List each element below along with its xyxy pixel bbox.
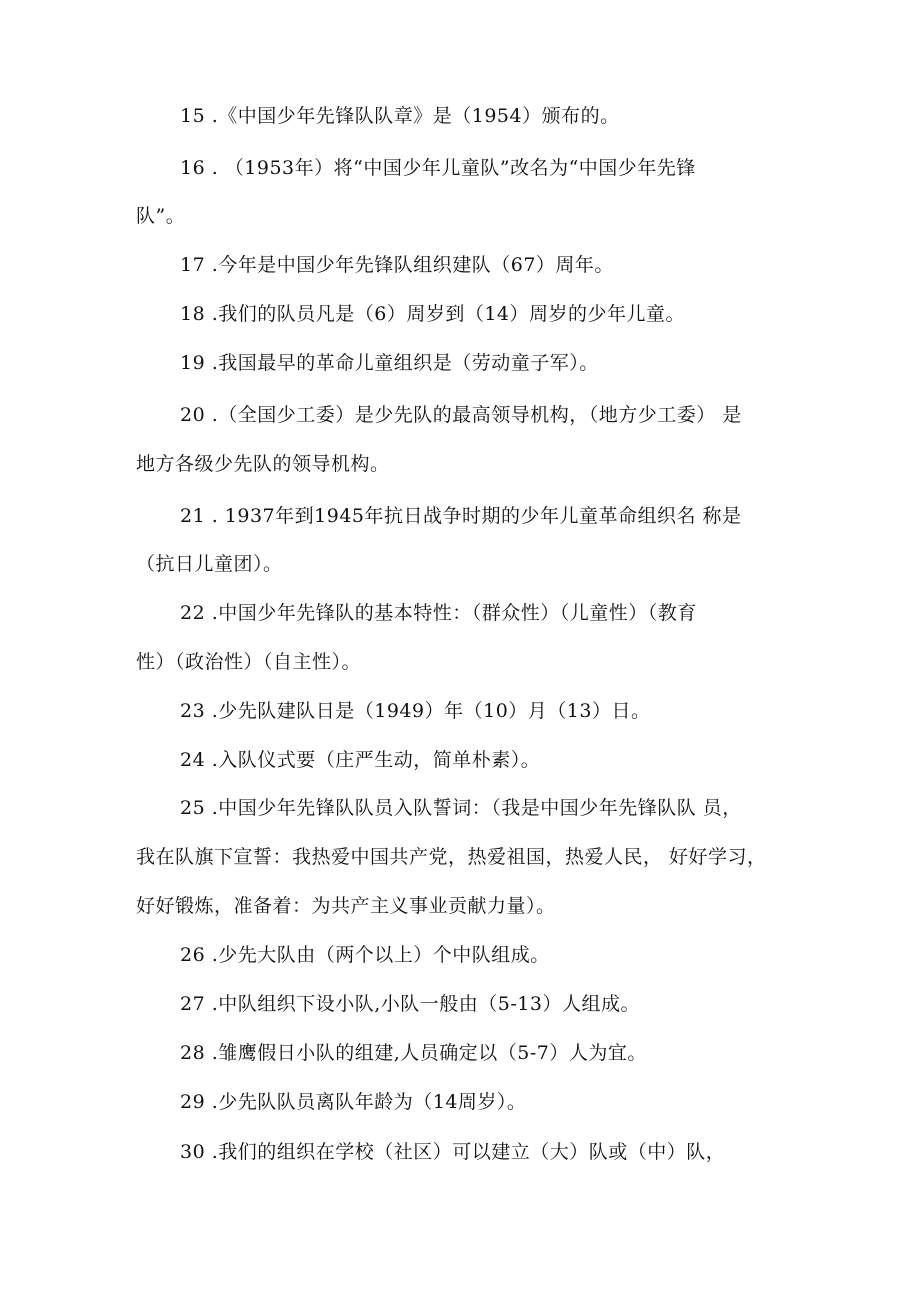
item-25-continuation-1: 我在队旗下宣誓：我热爱中国共产党，热爱祖国，热爱人民， 好好学习， xyxy=(136,846,767,868)
item-17-line: 17 .今年是中国少年先锋队组织建队（67）周年。 xyxy=(180,254,614,276)
item-22-line: 22 .中国少年先锋队的基本特性：（群众性）（儿童性）（教育 xyxy=(180,602,697,624)
item-30-line: 30 .我们的组织在学校（社区）可以建立（大）队或（中）队， xyxy=(180,1141,726,1163)
item-24-line: 24 .入队仪式要（庄严生动，简单朴素）。 xyxy=(180,749,541,771)
item-22-continuation: 性）（政治性）（自主性）。 xyxy=(136,651,362,673)
item-21-line: 21 . 1937年到1945年抗日战争时期的少年儿童革命组织名 称是 xyxy=(180,505,742,527)
item-23-line: 23 .少先队建队日是（1949）年（10）月（13）日。 xyxy=(180,700,651,722)
item-16-line: 16 . （1953年）将“中国少年儿童队”改名为“中国少年先锋 xyxy=(180,157,696,179)
item-15-line: 15 .《中国少年先锋队队章》是（1954）颁布的。 xyxy=(180,105,620,127)
item-28-line: 28 .雏鹰假日小队的组建,人员确定以（5-7）人为宜。 xyxy=(180,1042,647,1064)
item-20-line: 20 .（全国少工委）是少先队的最高领导机构，（地方少工委） 是 xyxy=(180,404,742,426)
item-18-line: 18 .我们的队员凡是（6）周岁到（14）周岁的少年儿童。 xyxy=(180,303,686,325)
item-25-continuation-2: 好好锻炼，准备着：为共产主义事业贡献力量）。 xyxy=(136,895,556,917)
item-27-line: 27 .中队组织下设小队,小队一般由（5-13）人组成。 xyxy=(180,993,640,1015)
item-20-continuation: 地方各级少先队的领导机构。 xyxy=(136,453,390,475)
item-21-continuation: （抗日儿童团）。 xyxy=(136,553,283,575)
item-19-line: 19 .我国最早的革命儿童组织是（劳动童子军）。 xyxy=(180,352,599,374)
item-29-line: 29 .少先队队员离队年龄为（14周岁）。 xyxy=(180,1091,527,1113)
item-26-line: 26 .少先大队由（两个以上）个中队组成。 xyxy=(180,944,550,966)
item-25-line: 25 .中国少年先锋队队员入队誓词：（我是中国少年先锋队队 员， xyxy=(180,797,742,819)
item-16-continuation: 队”。 xyxy=(136,205,186,227)
